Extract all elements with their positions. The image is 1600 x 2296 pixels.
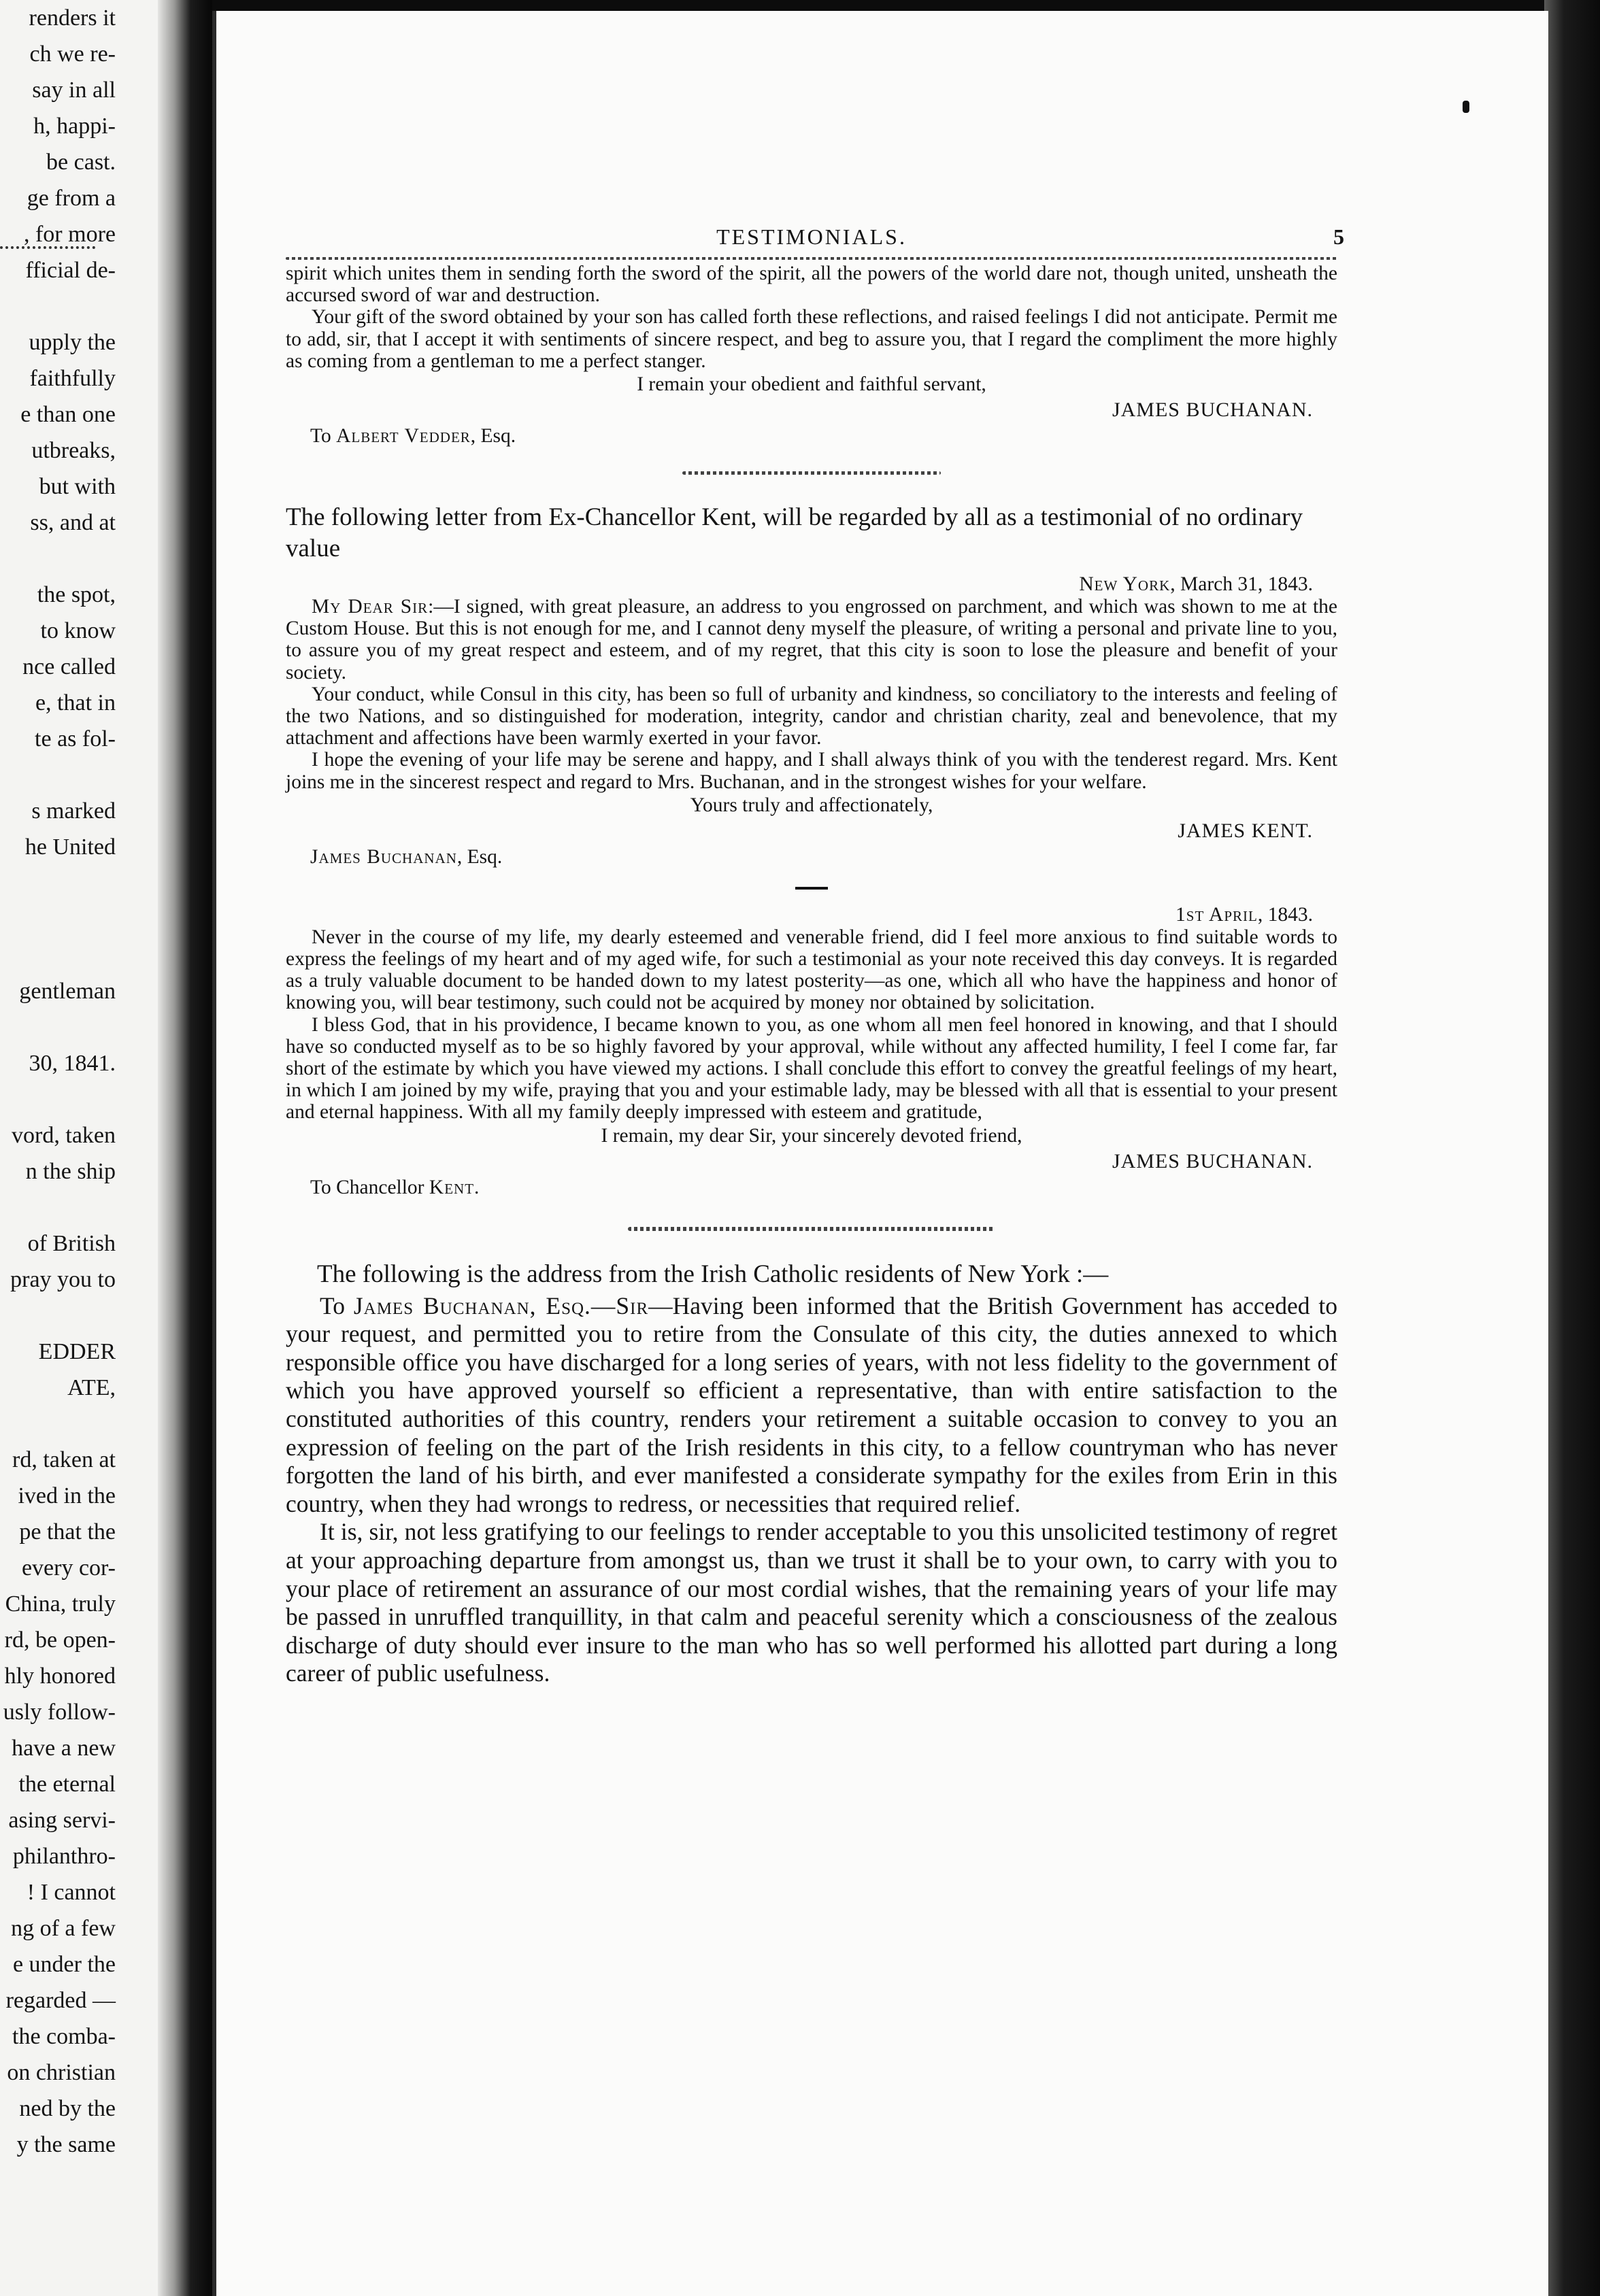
addressee-suffix: , Esq. — [456, 845, 503, 868]
dateline-date: , March 31, 1843. — [1170, 573, 1313, 596]
facing-page-line: hly honored — [4, 1664, 116, 1689]
facing-page-line — [0, 1406, 116, 1442]
short-divider — [795, 887, 828, 890]
facing-page-line: e than one — [20, 402, 116, 427]
running-header — [286, 220, 1344, 258]
facing-page-line — [0, 901, 116, 937]
facing-page-line — [0, 1081, 116, 1117]
kent-letter — [286, 596, 1337, 793]
greeting-prefix: To — [320, 1292, 354, 1319]
address-paragraph: It is, sir, not less gratifying to our feelings to render acceptable to you this unsolicited testimony of regret at your approaching departure from amongst us, than we trust it shall be to your own, to carry with you to your place of retirement an assurance of our most cordial wishes, that the remaining years of your life may be passed in unruffled tranquillity, in that calm and peaceful serenity which a consciousness of the zealous discharge of duty should ever insure to the man who has so well performed his allotted part during a long career of public usefulness. — [286, 1518, 1337, 1687]
signature: JAMES KENT. — [1178, 819, 1313, 842]
facing-page-line — [0, 288, 116, 324]
facing-page-line: pe that the — [19, 1519, 116, 1544]
facing-page-line: gentleman — [19, 979, 116, 1004]
buchanan-letter-end — [286, 263, 1337, 372]
facing-page-line — [0, 541, 116, 577]
facing-page-line — [0, 1298, 116, 1334]
addressee-prefix: To Chancellor — [310, 1176, 429, 1198]
letter-paragraph: I bless God, that in his providence, I became known to you, as one whom all men feel honored in knowing, and that I should have so conducted myself as to be so highly favored by your approval, while without any affected humility, I feel I come far, far short of the estimate by which you have viewed my actions. I shall conclude this effort to convey the greatful feelings of my heart, in which I am joined by my wife, praying that you and your estimable lady, may be blessed with all that is essential to your present and eternal happiness. With all my family deeply impressed with esteem and gratitude, — [286, 1013, 1337, 1124]
facing-page-line: utbreaks, — [31, 438, 116, 463]
facing-page-line — [0, 865, 116, 901]
facing-page-fragment — [0, 0, 158, 2296]
facing-page-line: the spot, — [37, 582, 116, 607]
signature: JAMES BUCHANAN. — [1112, 399, 1313, 422]
facing-page-line: ived in the — [18, 1483, 116, 1508]
addressee — [286, 1175, 1337, 1200]
facing-page-line: te as fol- — [35, 726, 116, 752]
facing-page-line: fficial de- — [25, 258, 116, 283]
addressee-name: Albert Vedder — [336, 425, 471, 448]
facing-page-line: ATE, — [67, 1375, 116, 1400]
greeting-name: James Buchanan, Esq. — [353, 1292, 591, 1319]
address-intro: The following is the address from the Irish Catholic residents of New York :— — [317, 1260, 1109, 1288]
salutation: My Dear Sir — [312, 596, 429, 618]
addressee-name: Kent — [429, 1176, 475, 1198]
facing-page-line: , for more — [23, 222, 116, 247]
header-rule — [286, 257, 1337, 260]
facing-page-line: asing servi- — [8, 1808, 116, 1833]
facing-page-line: to know — [40, 618, 116, 643]
facing-page-line: but with — [39, 474, 116, 499]
facing-page-line: h, happi- — [33, 114, 116, 139]
book-page — [212, 11, 1548, 2296]
facing-page-line: ! I cannot — [27, 1880, 116, 1905]
facing-page-line: ch we re- — [29, 41, 116, 67]
letter-closing: I remain your obedient and faithful servant, — [637, 373, 986, 396]
buchanan-reply — [286, 926, 1337, 1124]
facing-page-line: 30, 1841. — [29, 1051, 116, 1076]
addressee-name: James Buchanan — [310, 845, 457, 868]
facing-page-line: ned by the — [19, 2096, 116, 2121]
page-number: 5 — [1333, 224, 1344, 249]
irish-address — [286, 1292, 1337, 1688]
dateline-date: 1st April — [1176, 903, 1258, 926]
dateline-year: , 1843. — [1257, 903, 1313, 926]
facing-page-line: the eternal — [18, 1772, 116, 1797]
address-paragraph: —Having been informed that the British Government has acceded to your request, and permitted you to retire from the Consulate of this city, the duties annexed to which responsible office you have discharged for a long series of years, with not less fidelity to the government of which you have approved yourself so efficient a representative, than with entire satisfaction to the constituted authorities of this country, renders your retirement a suitable occasion to convey to you an expression of feeling on the part of the Irish residents in this city, to a fellow countryman who has never forgotten the land of his birth, and ever manifested a considerate sympathy for the exiles from Erin in this country, when they had wrongs to redress, or necessities that required relief. — [286, 1292, 1337, 1517]
facing-page-line: y the same — [16, 2132, 116, 2157]
facing-page-line — [0, 1189, 116, 1226]
facing-page-text — [0, 0, 116, 2163]
kent-letter-intro: The following letter from Ex-Chancellor Kent, will be regarded by all as a testimonial of no ordinary value — [286, 503, 1303, 563]
facing-page-line: faithfully — [29, 366, 116, 391]
facing-page-line: pray you to — [10, 1267, 116, 1292]
page-content — [286, 220, 1344, 1688]
section-divider — [628, 1227, 995, 1231]
addressee-suffix: , Esq. — [470, 425, 516, 448]
facing-page-line — [0, 937, 116, 973]
addressee-prefix: To — [310, 425, 337, 448]
dateline — [286, 573, 1337, 596]
facing-page-line: the comba- — [12, 2024, 116, 2049]
addressee-suffix: . — [474, 1176, 480, 1198]
running-title: TESTIMONIALS. — [716, 224, 907, 249]
facing-page-line — [0, 1009, 116, 1045]
facing-page-line: regarded — — [5, 1988, 116, 2013]
facing-page-line: s marked — [31, 798, 116, 824]
facing-page-line: ge from a — [27, 186, 116, 211]
page-mark — [1463, 101, 1469, 113]
book-edge — [1544, 0, 1600, 2296]
section-divider — [682, 471, 941, 475]
facing-page-line: say in all — [32, 78, 116, 103]
facing-page-line: of British — [27, 1231, 116, 1256]
facing-page-line: ng of a few — [11, 1916, 116, 1941]
facing-page-line: renders it — [29, 5, 116, 31]
facing-page-line: philanthro- — [12, 1844, 116, 1869]
facing-page-line: n the ship — [25, 1159, 116, 1184]
addressee — [286, 424, 1337, 448]
dateline — [286, 903, 1337, 926]
facing-page-line: EDDER — [38, 1339, 116, 1364]
book-gutter — [158, 0, 212, 2296]
facing-page-line: usly follow- — [3, 1700, 116, 1725]
facing-page-line: ss, and at — [30, 510, 116, 535]
facing-page-line — [0, 757, 116, 793]
facing-page-line: rd, taken at — [12, 1447, 116, 1472]
letter-paragraph: Never in the course of my life, my dearly esteemed and venerable friend, did I feel more anxious to find suitable words to express the feelings of my heart and of my aged wife, for such a testimonial as your note received this day conveys. It is regarded as a truly valuable document to be handed down to my latest posterity—as one, which all who have the happiness and honor of knowing you, will bear testimony, such could not be acquired by money nor obtained by solicitation. — [286, 926, 1337, 1014]
facing-page-line: rd, be open- — [4, 1627, 116, 1653]
facing-page-line: be cast. — [46, 150, 116, 175]
letter-paragraph: I hope the evening of your life may be serene and happy, and I shall always think of you with the tenderest regard. Mrs. Kent joins me in the sincerest respect and regard to Mrs. Buchanan, and in the strongest wishes for your welfare. — [286, 749, 1337, 793]
facing-page-line: have a new — [12, 1736, 116, 1761]
letter-closing: Yours truly and affectionately, — [690, 794, 933, 816]
letter-paragraph: spirit which unites them in sending forth the sword of the spirit, all the powers of the world dare not, though united, unsheath the accursed sword of war and destruction. — [286, 263, 1337, 307]
facing-page-line: e under the — [12, 1952, 116, 1977]
facing-page-line: upply the — [29, 330, 116, 355]
signature: JAMES BUCHANAN. — [1112, 1149, 1313, 1172]
letter-paragraph: Your gift of the sword obtained by your son has called forth these reflections, and raised feelings I did not anticipate. Permit me to add, sir, that I accept it with sentiments of sincere respect, and beg to assure you, that I regard the compliment the more highly as coming from a gentleman to me a perfect stanger. — [286, 306, 1337, 372]
facing-page-line: China, truly — [5, 1591, 116, 1617]
facing-page-line: e, that in — [35, 690, 116, 715]
facing-page-line: every cor- — [21, 1555, 116, 1581]
letter-paragraph: Your conduct, while Consul in this city, has been so full of urbanity and kindness, so conciliatory to the interests and feeling of the two Nations, and so distinguished for moderation, integrity, candor and christian charity, zeal and benevolence, that my attachment and affections have been warmly exerted in your favor. — [286, 683, 1337, 749]
facing-page-line: nce called — [22, 654, 116, 679]
letter-paragraph: :—I signed, with great pleasure, an address to you engrossed on parchment, and which was shown to me at the Custom House. But this is not enough for me, and I cannot deny myself the pleasure, of writing a personal and private line to you, to assure you of my great respect and esteem, and of my regret, that this city is soon to lose the pleasure and benefit of your society. — [286, 596, 1337, 683]
facing-page-line: on christian — [7, 2060, 116, 2085]
letter-closing: I remain, my dear Sir, your sincerely devoted friend, — [601, 1124, 1022, 1147]
facing-page-line: he United — [24, 834, 116, 860]
facing-page-line: vord, taken — [12, 1123, 116, 1148]
dateline-place: New York — [1079, 573, 1171, 596]
greeting-sir: —Sir — [590, 1292, 649, 1319]
addressee — [286, 845, 1337, 869]
